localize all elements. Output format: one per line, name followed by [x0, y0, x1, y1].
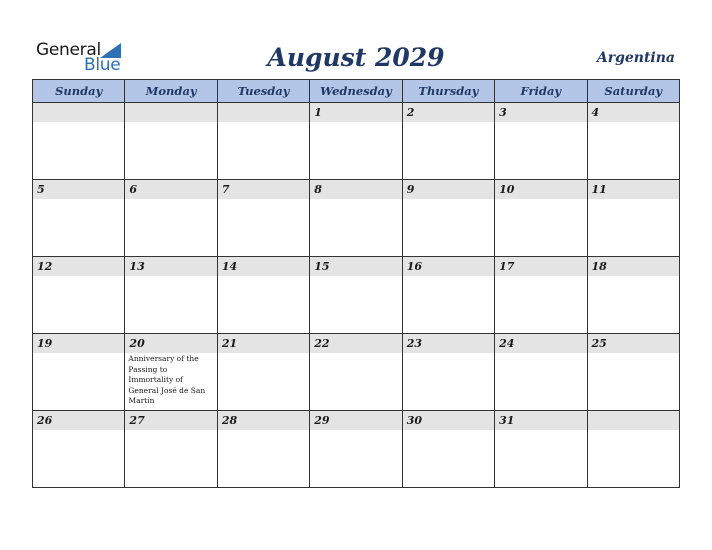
day-number: 6: [125, 180, 216, 199]
week-row: [33, 411, 680, 488]
day-cell: [217, 180, 309, 257]
day-number: 30: [403, 411, 494, 430]
day-number: 1: [310, 103, 401, 122]
day-cell: [495, 257, 587, 334]
weekday-header: Monday: [125, 80, 217, 103]
calendar-grid: [32, 79, 680, 488]
day-cell: [310, 334, 402, 411]
day-number: 17: [495, 257, 586, 276]
day-cell: [495, 180, 587, 257]
day-number: 20: [125, 334, 216, 353]
day-cell: [33, 180, 125, 257]
day-cell: [310, 411, 402, 488]
logo-word-blue: Blue: [84, 55, 121, 75]
day-number: 22: [310, 334, 401, 353]
day-cell: [495, 334, 587, 411]
day-number: 23: [403, 334, 494, 353]
generalblue-logo: [36, 40, 132, 74]
day-number: [218, 103, 309, 122]
calendar-title: August 2029: [267, 43, 445, 72]
day-number: [125, 103, 216, 122]
day-cell: [125, 103, 217, 180]
day-cell: [310, 180, 402, 257]
weekday-header-row: [33, 80, 680, 103]
day-number: 14: [218, 257, 309, 276]
day-number: 7: [218, 180, 309, 199]
day-number: 28: [218, 411, 309, 430]
day-cell: [125, 411, 217, 488]
day-number: 3: [495, 103, 586, 122]
weekday-header: Wednesday: [310, 80, 402, 103]
day-number: 10: [495, 180, 586, 199]
day-cell: [33, 103, 125, 180]
day-cell: [402, 334, 494, 411]
day-cell: [217, 257, 309, 334]
day-cell: [33, 334, 125, 411]
day-number: 25: [588, 334, 679, 353]
day-cell: [587, 334, 679, 411]
logo-word-general: General: [36, 40, 101, 60]
day-number: 21: [218, 334, 309, 353]
week-row: [33, 103, 680, 180]
week-row: [33, 257, 680, 334]
day-cell: [125, 180, 217, 257]
holiday-label: Anniversary of the Passing to Immortality of General José de San Martín: [128, 354, 206, 405]
day-number: 18: [588, 257, 679, 276]
day-number: 4: [588, 103, 679, 122]
day-number: 9: [403, 180, 494, 199]
country-name: Argentina: [596, 50, 675, 66]
day-cell: [125, 334, 217, 411]
day-number: 13: [125, 257, 216, 276]
day-cell: [310, 103, 402, 180]
day-cell: [402, 257, 494, 334]
day-number: 26: [33, 411, 124, 430]
weekday-header: Saturday: [587, 80, 679, 103]
weekday-header: Friday: [495, 80, 587, 103]
day-cell: [402, 103, 494, 180]
day-number: 29: [310, 411, 401, 430]
day-cell: [217, 411, 309, 488]
day-cell: [587, 103, 679, 180]
day-number: 5: [33, 180, 124, 199]
day-cell: [495, 103, 587, 180]
day-cell: [587, 257, 679, 334]
day-cell: [402, 180, 494, 257]
day-cell: [587, 180, 679, 257]
day-cell: [33, 257, 125, 334]
day-cell: [217, 103, 309, 180]
day-cell: [33, 411, 125, 488]
day-number: 2: [403, 103, 494, 122]
day-number: 27: [125, 411, 216, 430]
day-number: 11: [588, 180, 679, 199]
day-cell: [310, 257, 402, 334]
day-cell: [125, 257, 217, 334]
day-number: 31: [495, 411, 586, 430]
day-number: 16: [403, 257, 494, 276]
day-number: [588, 411, 679, 430]
day-number: 8: [310, 180, 401, 199]
day-number: 19: [33, 334, 124, 353]
day-number: 24: [495, 334, 586, 353]
day-cell: [495, 411, 587, 488]
day-number: 15: [310, 257, 401, 276]
week-row: [33, 334, 680, 411]
day-cell: [587, 411, 679, 488]
weekday-header: Sunday: [33, 80, 125, 103]
day-number: [33, 103, 124, 122]
week-row: [33, 180, 680, 257]
weekday-header: Thursday: [402, 80, 494, 103]
day-number: 12: [33, 257, 124, 276]
day-cell: [402, 411, 494, 488]
weekday-header: Tuesday: [217, 80, 309, 103]
day-cell: [217, 334, 309, 411]
